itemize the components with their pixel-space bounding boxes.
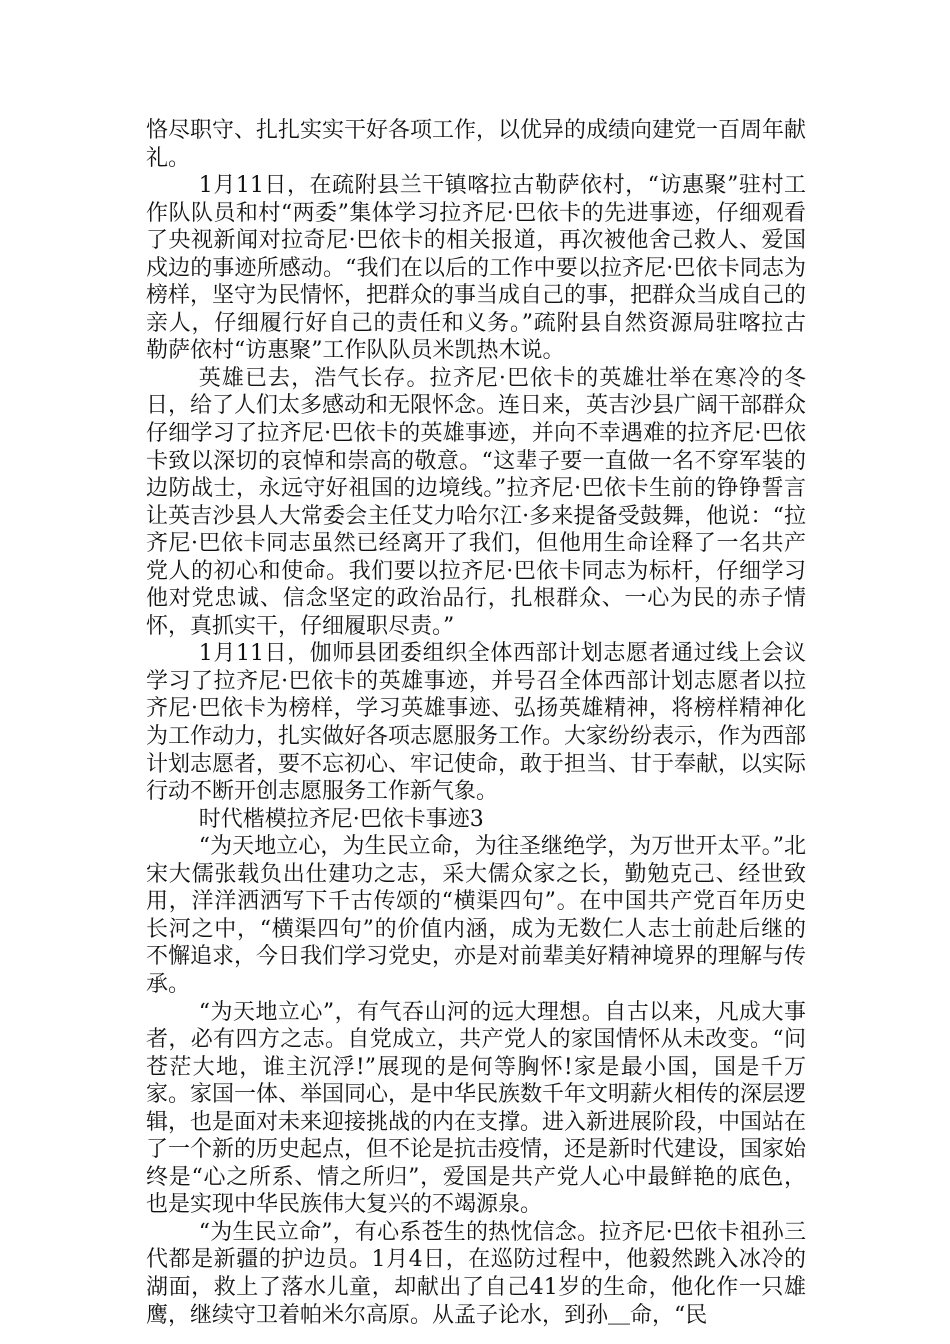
document-page bbox=[146, 117, 806, 1329]
paragraph-7: “为天地立心”，有气吞山河的远大理想。自古以来，凡成大事者，必有四方之志。自党成立，共产党人的家国情怀从未改变。“问苍茫大地，谁主沉浮!”展现的是何等胸怀!家是最小国，国是千万家。家国一体、举国同心，是中华民族数千年文明薪火相传的深层逻辑，也是面对未来迎接挑战的内在支撑。进入新进展阶段，中国站在了一个新的历史起点，但不论是抗击疫情，还是新时代建设，国家始终是“心之所系、情之所归”，爱国是共产党人心中最鲜艳的底色，也是实现中华民族伟大复兴的不竭源泉。 bbox=[146, 999, 807, 1218]
paragraph-6: “为天地立心，为生民立命，为往圣继绝学，为万世开太平。”北宋大儒张载负出仕建功之志，采大儒众家之长，勤勉克己、经世致用，洋洋洒洒写下千古传颂的“横渠四句”。在中国共产党百年历史长河之中，“横渠四句”的价值内涵，成为无数仁人志士前赴后继的不懈追求，今日我们学习党史，亦是对前辈美好精神境界的理解与传承。 bbox=[146, 834, 807, 997]
paragraph-1: 恪尽职守、扎扎实实干好各项工作，以优异的成绩向建党一百周年献礼。 bbox=[146, 118, 807, 171]
paragraph-3: 英雄已去，浩气长存。拉齐尼·巴依卡的英雄壮举在寒冷的冬日，给了人们太多感动和无限怀念。连日来，英吉沙县广阔干部群众仔细学习了拉齐尼·巴依卡的英雄事迹，并向不幸遇难的拉齐尼·巴依卡致以深切的哀悼和崇高的敬意。“这辈子要一直做一名不穿军装的边防战士，永远守好祖国的边境线。”拉齐尼·巴依卡生前的铮铮誓言让英吉沙县人大常委会主任艾力哈尔江·多来提备受鼓舞，他说：“拉齐尼·巴依卡同志虽然已经离开了我们，但他用生命诠释了一名共产党人的初心和使命。我们要以拉齐尼·巴依卡同志为标杆，仔细学习他对党忠诚、信念坚定的政治品行，扎根群众、一心为民的赤子情怀，真抓实干，仔细履职尽责。” bbox=[146, 365, 807, 639]
paragraph-2: 1月11日，在疏附县兰干镇喀拉古勒萨依村，“访惠聚”驻村工作队队员和村“两委”集体学习拉齐尼·巴依卡的先进事迹，仔细观看了央视新闻对拉奇尼·巴依卡的相关报道，再次被他舍己救人、爱国戍边的事迹所感动。“我们在以后的工作中要以拉齐尼·巴依卡同志为榜样，坚守为民情怀，把群众的事当成自己的事，把群众当成自己的亲人，仔细履行好自己的责任和义务。”疏附县自然资源局驻喀拉古勒萨依村“访惠聚”工作队队员米凯热木说。 bbox=[146, 173, 807, 364]
paragraph-4: 1月11日，伽师县团委组织全体西部计划志愿者通过线上会议学习了拉齐尼·巴依卡的英雄事迹，并号召全体西部计划志愿者以拉齐尼·巴依卡为榜样，学习英雄事迹、弘扬英雄精神，将榜样精神化为工作动力，扎实做好各项志愿服务工作。大家纷纷表示，作为西部计划志愿者，要不忘初心、牢记使命，敢于担当、甘于奉献，以实际行动不断开创志愿服务工作新气象。 bbox=[146, 641, 807, 805]
section-heading: 时代楷模拉齐尼·巴依卡事迹3 bbox=[198, 806, 484, 832]
paragraph-8: “为生民立命”，有心系苍生的热忱信念。拉齐尼·巴依卡祖孙三代都是新疆的护边员。1月4日，在巡防过程中，他毅然跳入冰冷的湖面，救上了落水儿童，却献出了自己41岁的生命，他化作一只雄鹰，继续守卫着帕米尔高原。从孟子论水，到孙＿命，“民 bbox=[146, 1219, 806, 1328]
